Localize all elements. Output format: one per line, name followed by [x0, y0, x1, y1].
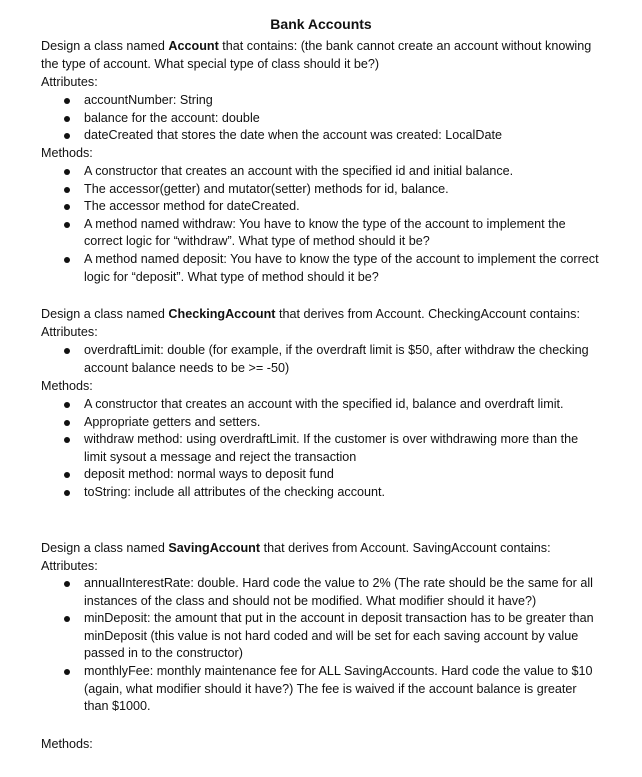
list-item: A method named deposit: You have to know the type of the account to implement the correct logic for “deposit”. What type of method should it be?: [64, 251, 604, 286]
list-item: deposit method: normal ways to deposit fund: [64, 466, 604, 484]
account-class-name: Account: [168, 39, 219, 53]
list-item: accountNumber: String: [64, 92, 604, 110]
saving-intro-pre: Design a class named: [41, 541, 169, 555]
account-intro: [41, 38, 601, 73]
saving-methods-label: Methods:: [41, 737, 93, 751]
checking-intro-pre: Design a class named: [41, 307, 169, 321]
saving-intro-post: that derives from Account. SavingAccount contains:: [260, 541, 551, 555]
list-item: minDeposit: the amount that put in the account in deposit transaction has to be greater than minDeposit (this value is not hard coded and will be set for each saving account by value passed in to the constructor): [64, 610, 604, 663]
checking-attributes-label: Attributes:: [41, 325, 98, 339]
list-item: A constructor that creates an account with the specified id, balance and overdraft limit.: [64, 396, 604, 414]
saving-attributes-label: Attributes:: [41, 559, 98, 573]
account-methods-list: [64, 163, 604, 286]
list-item: Appropriate getters and setters.: [64, 414, 604, 432]
account-attributes-list: [64, 92, 604, 145]
list-item: The accessor(getter) and mutator(setter) methods for id, balance.: [64, 181, 604, 199]
checking-attributes-list: [64, 342, 604, 377]
account-intro-pre: Design a class named: [41, 39, 169, 53]
list-item: annualInterestRate: double. Hard code the value to 2% (The rate should be the same for all instances of the class and should not be modified. What modifier should it have?): [64, 575, 604, 610]
list-item: balance for the account: double: [64, 110, 604, 128]
account-attributes-label: Attributes:: [41, 75, 98, 89]
list-item: withdraw method: using overdraftLimit. If the customer is over withdrawing more than the limit sysout a message and reject the transaction: [64, 431, 604, 466]
saving-attributes-list: [64, 575, 604, 716]
checking-intro: [41, 306, 601, 324]
list-item: dateCreated that stores the date when the account was created: LocalDate: [64, 127, 604, 145]
account-methods-label: Methods:: [41, 146, 93, 160]
list-item: monthlyFee: monthly maintenance fee for ALL SavingAccounts. Hard code the value to $10 (again, what modifier should it have?) The fee is waived if the account balance is greater than $1000.: [64, 663, 604, 716]
checking-methods-label: Methods:: [41, 379, 93, 393]
page-title: Bank Accounts: [270, 16, 372, 32]
list-item: A method named withdraw: You have to know the type of the account to implement the correct logic for “withdraw”. What type of method should it be?: [64, 216, 604, 251]
list-item: The accessor method for dateCreated.: [64, 198, 604, 216]
checking-methods-list: [64, 396, 604, 502]
list-item: toString: include all attributes of the checking account.: [64, 484, 604, 502]
checking-intro-post: that derives from Account. CheckingAccount contains:: [275, 307, 580, 321]
saving-class-name: SavingAccount: [168, 541, 261, 555]
checking-class-name: CheckingAccount: [168, 307, 276, 321]
list-item: A constructor that creates an account with the specified id and initial balance.: [64, 163, 604, 181]
account-intro-post: that contains: (the bank cannot create an account without knowing the type of account. What special type of class should it be?): [41, 39, 592, 71]
list-item: overdraftLimit: double (for example, if the overdraft limit is $50, after withdraw the checking account balance needs to be >= -50): [64, 342, 604, 377]
saving-intro: [41, 540, 601, 558]
